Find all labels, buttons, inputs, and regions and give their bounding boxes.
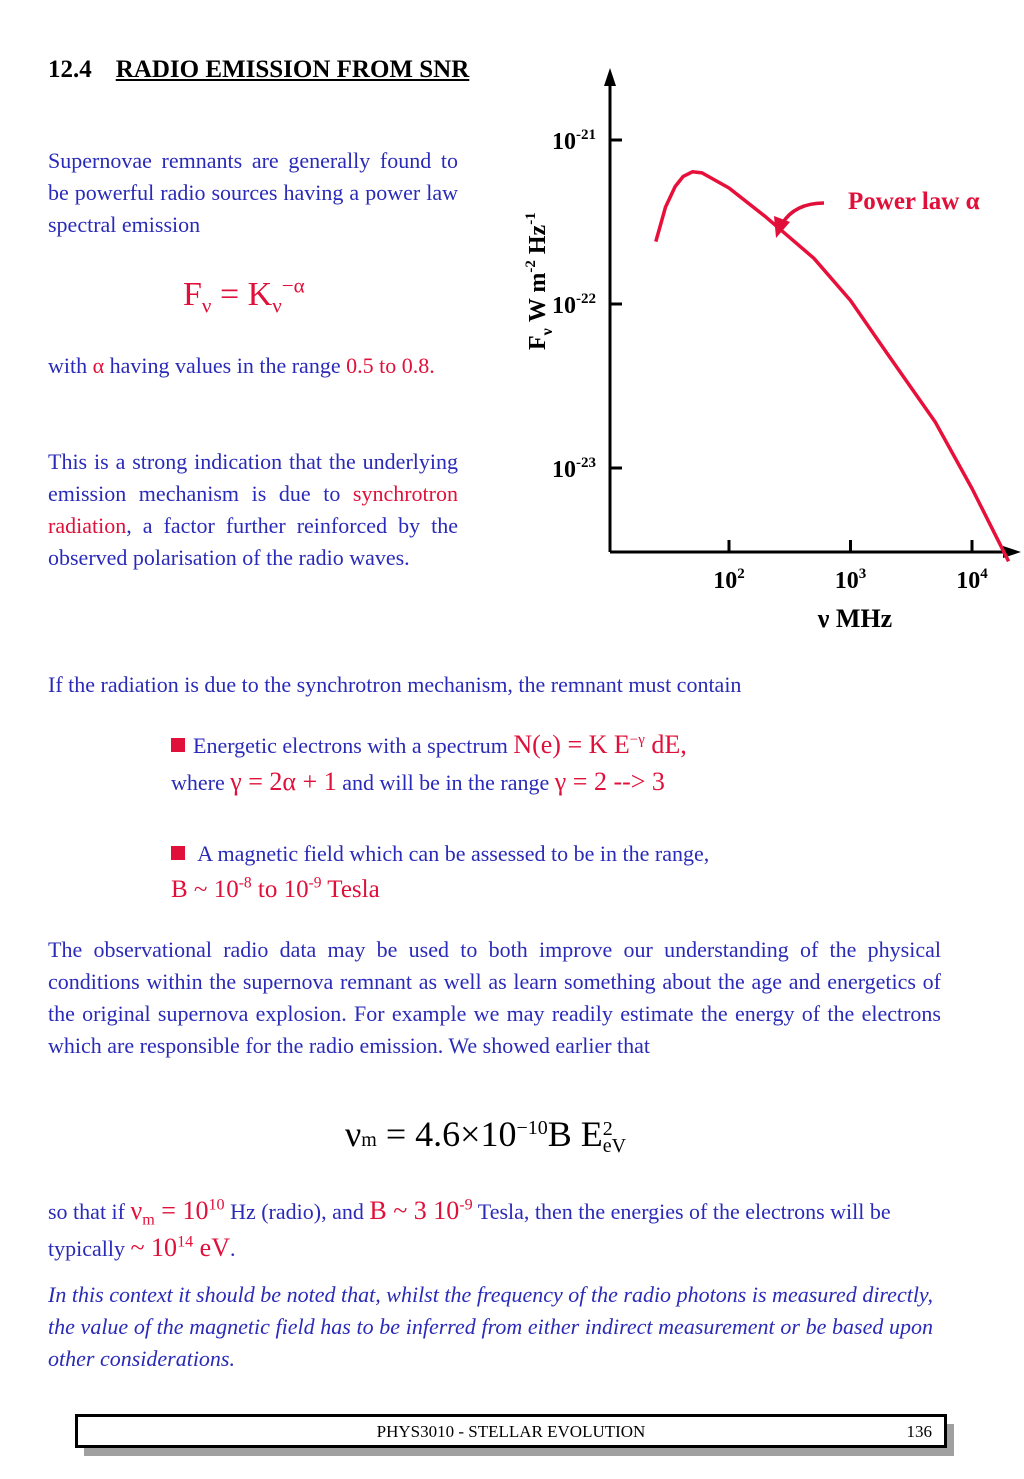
intro-paragraph: Supernovae remnants are generally found to be powerful radio sources having a power law spectral emission <box>48 148 458 237</box>
footer-course: PHYS3010 - STELLAR EVOLUTION <box>376 1422 646 1441</box>
annotation-arrow <box>782 203 824 224</box>
section-number: 12.4 <box>48 56 92 83</box>
page-number: 136 <box>906 1422 932 1441</box>
bullet-magnetic-field: A magnetic field which can be assessed to be in the range, B ~ $10^{-8}$ to $10^{-9}$ Tesla <box>171 841 710 903</box>
x-tick-label: $10^3$ <box>834 566 867 594</box>
y-tick-label: $10^{-21}$ <box>552 127 596 155</box>
x-axis-label: ν MHz <box>817 604 893 633</box>
y-axis-arrow <box>604 68 616 86</box>
power-law-annotation: Power law α <box>848 188 980 215</box>
y-tick-label: $10^{-22}$ <box>552 291 596 319</box>
observational-paragraph: The observational radio data may be used to both improve our understanding of the physical conditions within the supernova remnant as well as learn something about the age and energetics of the original supernova explosion. For example we may readily estimate the energy of the electrons which are responsible for the radio emission. We showed earlier that <box>48 937 941 1058</box>
bullet-marker <box>171 738 185 752</box>
y-axis-label: $F_\nu$ W $m^{-2}$ $Hz^{-1}$ <box>523 212 556 350</box>
power-law-line <box>656 172 1009 562</box>
y-tick-label: $10^{-23}$ <box>552 455 596 483</box>
bullet-marker <box>171 846 185 860</box>
electron-energy-paragraph: so that if $\nu_m = 10^{10}$ Hz (radio), and B ~ 3 $10^{-9}$ Tesla, then the energies of the electrons will be typically ~ $10^{14}$ eV. <box>48 1196 891 1262</box>
section-title: RADIO EMISSION FROM SNR <box>115 56 470 83</box>
critical-frequency-equation: $\nu m = 4.6\times 10^{-10}B$ E 2 eV <box>345 1114 627 1157</box>
requirements-intro: If the radiation is due to the synchrotron mechanism, the remnant must contain <box>48 672 742 697</box>
italic-note: In this context it should be noted that, whilst the frequency of the radio photons is measured directly, the value of the magnetic field has to be inferred from either indirect measurement or be based upon other considerations. <box>48 1282 933 1371</box>
footer-box <box>75 1414 947 1448</box>
power-law-equation: $F_\nu = K_\nu^{-\alpha}$ <box>183 273 305 318</box>
x-ticks <box>713 540 988 594</box>
bullet-electrons: Energetic electrons with a spectrum N(e) = K $E^{-\gamma}$ dE, where γ = 2α + 1 and will be in the range γ = 2 --> 3 <box>171 730 687 796</box>
alpha-range-paragraph: with α having values in the range 0.5 to 0.8. <box>48 353 435 378</box>
x-tick-label: $10^2$ <box>713 566 745 594</box>
x-tick-label: $10^4$ <box>956 566 988 594</box>
synchrotron-paragraph: This is a strong indication that the underlying emission mechanism is due to synchrotron radiation, a factor further reinforced by the observed polarisation of the radio waves. <box>48 449 458 570</box>
spectrum-chart <box>0 0 1024 660</box>
